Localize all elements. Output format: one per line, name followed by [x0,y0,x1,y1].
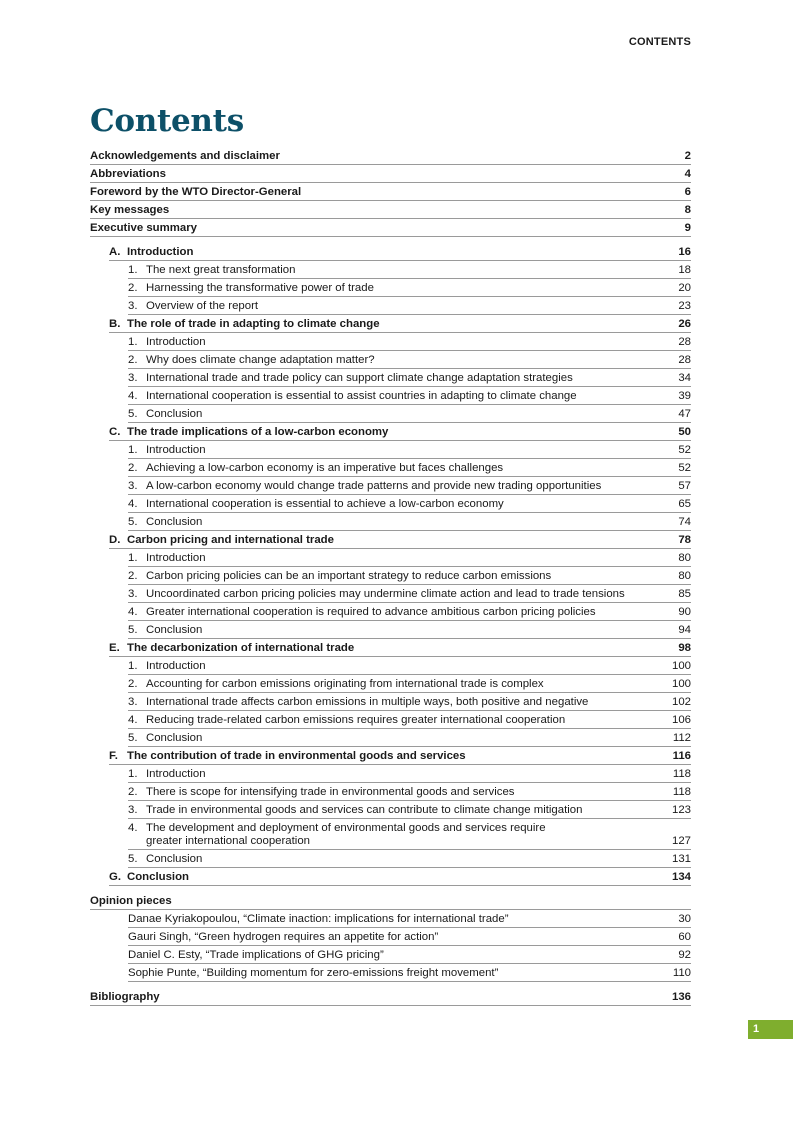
toc-entry-title-continued: greater international cooperation [146,835,311,847]
toc-page-number: 118 [672,768,691,780]
toc-entry-label-group [128,768,673,781]
toc-entry-title: Danae Kyriakopoulou, “Climate inaction: implications for international trade” [128,913,509,925]
toc-entry-label-group [90,222,685,235]
toc-section-entry[interactable] [128,711,691,729]
toc-opinion-entry[interactable] [128,964,691,982]
toc-entry-marker: 5. [128,516,138,528]
toc-entry-marker: B. [109,318,121,330]
toc-entry-title: The decarbonization of international trade [127,642,355,654]
toc-front-matter-entry[interactable] [90,165,691,183]
toc-opinion-entry[interactable] [128,928,691,946]
toc-opinion-entry[interactable] [128,910,691,928]
toc-section-entry[interactable] [128,405,691,423]
toc-entry-marker: 2. [128,678,138,690]
toc-entry-marker: 4. [128,498,138,510]
toc-entry-title: Conclusion [146,853,203,865]
toc-page-number: 106 [671,714,691,726]
toc-page-number: 80 [678,552,691,564]
toc-entry-label-group [128,372,678,385]
page-title: Contents [90,103,244,139]
toc-page-number: 80 [678,570,691,582]
toc-section-entry[interactable] [128,819,691,850]
toc-entry-title: International cooperation is essential to assist countries in adapting to climate change [146,390,577,402]
running-head: CONTENTS [628,36,691,48]
toc-page-number: 136 [671,991,691,1003]
toc-entry-label-group [128,444,678,457]
toc-page-number: 9 [684,222,691,234]
toc-section-entry[interactable] [128,801,691,819]
toc-entry-title: There is scope for intensifying trade in environmental goods and services [146,786,515,798]
toc-entry-title: International trade and trade policy can support climate change adaptation strategies [146,372,573,384]
toc-page-number: 110 [672,967,691,979]
toc-entry-label-group [90,168,685,181]
toc-entry-title: Introduction [146,444,206,456]
toc-page-number: 134 [671,871,691,883]
toc-page-number: 16 [678,246,691,258]
toc-page-number: 98 [678,642,691,654]
toc-front-matter-entry[interactable] [90,183,691,201]
toc-entry-marker: G. [109,871,122,883]
toc-entry-marker: 4. [128,390,138,402]
toc-entry-title: Carbon pricing and international trade [127,534,334,546]
toc-entry-label-group [128,696,672,709]
toc-entry-marker: 5. [128,853,138,865]
toc-page-number: 28 [678,354,691,366]
toc-section-entry[interactable] [128,765,691,783]
toc-chapter-entry[interactable] [109,315,691,333]
toc-entry-title: A low-carbon economy would change trade patterns and provide new trading opportunities [146,480,602,492]
toc-front-matter-entry[interactable] [90,201,691,219]
toc-chapter-entry[interactable] [109,423,691,441]
toc-entry-title: Overview of the report [146,300,259,312]
toc-page-number: 92 [678,949,691,961]
toc-section-entry[interactable] [128,850,691,868]
toc-entry-marker: 3. [128,804,138,816]
toc-entry-label-group [128,570,678,583]
toc-entry-label-group [90,150,685,163]
toc-entry-label-group [128,822,672,848]
toc-entry-marker: 1. [128,768,138,780]
toc-entry-title: Harnessing the transformative power of trade [146,282,374,294]
toc-entry-label-group [109,534,678,547]
toc-page-number: 30 [678,913,691,925]
toc-page-number: 102 [671,696,691,708]
toc-entry-marker: 5. [128,408,138,420]
toc-front-matter-entry[interactable] [90,219,691,237]
toc-section-entry[interactable] [128,621,691,639]
toc-entry-title: Carbon pricing policies can be an important strategy to reduce carbon emissions [146,570,552,582]
toc-chapter-entry[interactable] [109,639,691,657]
toc-entry-marker: 5. [128,624,138,636]
toc-entry-marker: 2. [128,786,138,798]
toc-section-entry[interactable] [128,585,691,603]
toc-page-number: 90 [678,606,691,618]
toc-entry-marker: 3. [128,696,138,708]
toc-entry-title: Introduction [146,552,206,564]
toc-section-entry[interactable] [128,441,691,459]
toc-entry-title: Reducing trade-related carbon emissions requires greater international cooperation [146,714,566,726]
toc-entry-label-group [128,804,672,817]
toc-entry-marker: 3. [128,300,138,312]
toc-section-entry[interactable] [128,297,691,315]
toc-entry-label-group [128,408,678,421]
toc-entry-title: Introduction [127,246,194,258]
toc-entry-title: Abbreviations [90,168,166,180]
toc-page-number: 85 [678,588,691,600]
toc-entry-marker: D. [109,534,121,546]
toc-section-entry[interactable] [128,333,691,351]
toc-section-entry[interactable] [128,693,691,711]
toc-entry-title: Trade in environmental goods and services can contribute to climate change mitigation [146,804,583,816]
toc-entry-label-group [128,660,672,673]
toc-page-number: 20 [678,282,691,294]
toc-section-entry[interactable] [128,729,691,747]
toc-entry-title: Introduction [146,660,206,672]
toc-entry-marker: 3. [128,588,138,600]
toc-entry-label-group [128,516,678,529]
toc-opinion-entry[interactable] [128,946,691,964]
toc-page-number: 94 [678,624,691,636]
toc-section-entry[interactable] [128,657,691,675]
toc-page-number: 74 [678,516,691,528]
toc-chapter-entry[interactable] [109,243,691,261]
toc-entry-marker: 4. [128,822,138,834]
toc-page-number: 123 [671,804,691,816]
toc-entry-title: Conclusion [127,871,190,883]
table-of-contents [90,147,691,1006]
toc-entry-title: Introduction [146,768,206,780]
toc-entry-title: International trade affects carbon emissions in multiple ways, both positive and negative [146,696,589,708]
toc-entry-marker: E. [109,642,120,654]
toc-page-number: 39 [678,390,691,402]
toc-chapter-entry[interactable] [109,747,691,765]
toc-entry-title: Gauri Singh, “Green hydrogen requires an appetite for action” [128,931,439,943]
toc-page-number: 47 [678,408,691,420]
toc-entry-title: Conclusion [146,408,203,420]
toc-entry-title: Accounting for carbon emissions originating from international trade is complex [146,678,544,690]
toc-entry-label-group [128,714,672,727]
toc-section-entry[interactable] [128,549,691,567]
toc-entry-title: Conclusion [146,516,203,528]
toc-section-entry[interactable] [128,279,691,297]
toc-page-number: 50 [678,426,691,438]
toc-entry-title: The trade implications of a low-carbon economy [127,426,389,438]
toc-section-entry[interactable] [128,369,691,387]
toc-section-entry[interactable] [128,675,691,693]
toc-page-number: 100 [671,678,691,690]
toc-entry-label-group [109,318,678,331]
toc-page-number: 8 [684,204,691,216]
toc-page-number: 118 [672,786,691,798]
toc-entry-label-group [109,642,678,655]
toc-entry-title: Achieving a low-carbon economy is an imperative but faces challenges [146,462,504,474]
toc-entry-title: Acknowledgements and disclaimer [90,150,280,162]
toc-page-number: 57 [678,480,691,492]
toc-entry-label-group [128,967,673,980]
toc-entry-label-group [109,750,673,763]
toc-entry-marker: 1. [128,264,138,276]
toc-entry-marker: 4. [128,714,138,726]
toc-entry-label-group [128,931,678,944]
toc-entry-label-group [90,186,685,199]
toc-entry-marker: A. [109,246,121,258]
toc-entry-marker: 1. [128,552,138,564]
toc-entry-label-group [128,624,678,637]
toc-page-number: 34 [678,372,691,384]
toc-section-entry[interactable] [128,513,691,531]
toc-entry-label-group [128,336,678,349]
toc-page-number: 131 [671,853,691,865]
toc-entry-marker: 4. [128,606,138,618]
toc-entry-marker: 3. [128,480,138,492]
toc-entry-title: Executive summary [90,222,198,234]
toc-page-number: 78 [678,534,691,546]
toc-entry-text [146,822,546,848]
toc-page-number: 127 [671,835,691,847]
toc-chapter-entry[interactable] [109,531,691,549]
toc-entry-title: Uncoordinated carbon pricing policies may undermine climate action and lead to trade tensions [146,588,625,600]
toc-entry-label-group [128,913,678,926]
toc-entry-label-group [128,354,678,367]
toc-entry-title: Greater international cooperation is required to advance ambitious carbon pricing policies [146,606,596,618]
toc-entry-title: The contribution of trade in environmental goods and services [127,750,466,762]
toc-section-entry[interactable] [128,387,691,405]
toc-page-number: 26 [678,318,691,330]
toc-page-number: 65 [678,498,691,510]
toc-entry-label-group [128,853,672,866]
toc-entry-marker: 1. [128,660,138,672]
toc-entry-label-group [128,300,678,313]
toc-entry-marker: 2. [128,354,138,366]
toc-entry-label-group [128,282,678,295]
toc-entry-title: The role of trade in adapting to climate change [127,318,380,330]
toc-entry-title: Why does climate change adaptation matter? [146,354,375,366]
toc-page-number: 23 [678,300,691,312]
toc-section-entry[interactable] [128,603,691,621]
toc-page-number: 52 [678,444,691,456]
toc-bibliography-entry[interactable] [90,988,691,1006]
toc-entry-label-group [90,991,672,1004]
toc-page-number: 116 [672,750,691,762]
toc-entry-title: Sophie Punte, “Building momentum for zero-emissions freight movement” [128,967,499,979]
toc-entry-label-group [109,246,678,259]
toc-entry-title: International cooperation is essential to achieve a low-carbon economy [146,498,504,510]
toc-entry-label-group [128,480,678,493]
toc-page-number: 100 [671,660,691,672]
toc-page-number: 112 [672,732,691,744]
toc-page-number: 28 [678,336,691,348]
toc-entry-title: The development and deployment of environmental goods and services require [146,822,546,834]
toc-entry-label-group [128,732,673,745]
toc-section-entry[interactable] [128,783,691,801]
toc-entry-marker: 3. [128,372,138,384]
toc-entry-label-group [109,871,672,884]
toc-entry-label-group [128,462,678,475]
toc-page-number: 52 [678,462,691,474]
toc-entry-title: Introduction [146,336,206,348]
toc-entry-label-group [128,264,678,277]
toc-entry-label-group [128,606,678,619]
toc-entry-marker: F. [109,750,118,762]
toc-entry-marker: 1. [128,336,138,348]
toc-entry-label-group [128,949,678,962]
toc-entry-label-group [128,588,678,601]
toc-chapter-entry[interactable] [109,868,691,886]
toc-entry-marker: 2. [128,570,138,582]
toc-entry-marker: 2. [128,462,138,474]
toc-page-number: 60 [678,931,691,943]
toc-section-entry[interactable] [128,495,691,513]
toc-entry-title: Conclusion [146,732,203,744]
toc-entry-title: Foreword by the WTO Director-General [90,186,302,198]
toc-section-entry[interactable] [128,351,691,369]
toc-entry-label-group [128,678,672,691]
toc-entry-label-group [90,204,685,217]
toc-section-entry[interactable] [128,477,691,495]
toc-entry-title: Bibliography [90,991,160,1003]
toc-section-entry[interactable] [128,567,691,585]
toc-section-entry[interactable] [128,261,691,279]
toc-entry-title: Conclusion [146,624,203,636]
page-number: 1 [748,1020,793,1039]
toc-entry-label-group [128,552,678,565]
toc-entry-label-group [128,786,673,799]
toc-entry-label-group [128,498,678,511]
toc-page-number: 4 [684,168,691,180]
opinion-pieces-heading: Opinion pieces [90,892,691,910]
toc-page-number: 18 [678,264,691,276]
toc-entry-label-group [109,426,678,439]
toc-entry-title: The next great transformation [146,264,296,276]
toc-entry-marker: 1. [128,444,138,456]
toc-entry-label-group [128,390,678,403]
toc-page-number: 6 [684,186,691,198]
toc-entry-marker: 5. [128,732,138,744]
toc-entry-marker: C. [109,426,121,438]
toc-section-entry[interactable] [128,459,691,477]
toc-entry-title: Key messages [90,204,170,216]
toc-entry-marker: 2. [128,282,138,294]
toc-page-number: 2 [684,150,691,162]
toc-front-matter-entry[interactable] [90,147,691,165]
toc-entry-title: Daniel C. Esty, “Trade implications of GHG pricing” [128,949,384,961]
